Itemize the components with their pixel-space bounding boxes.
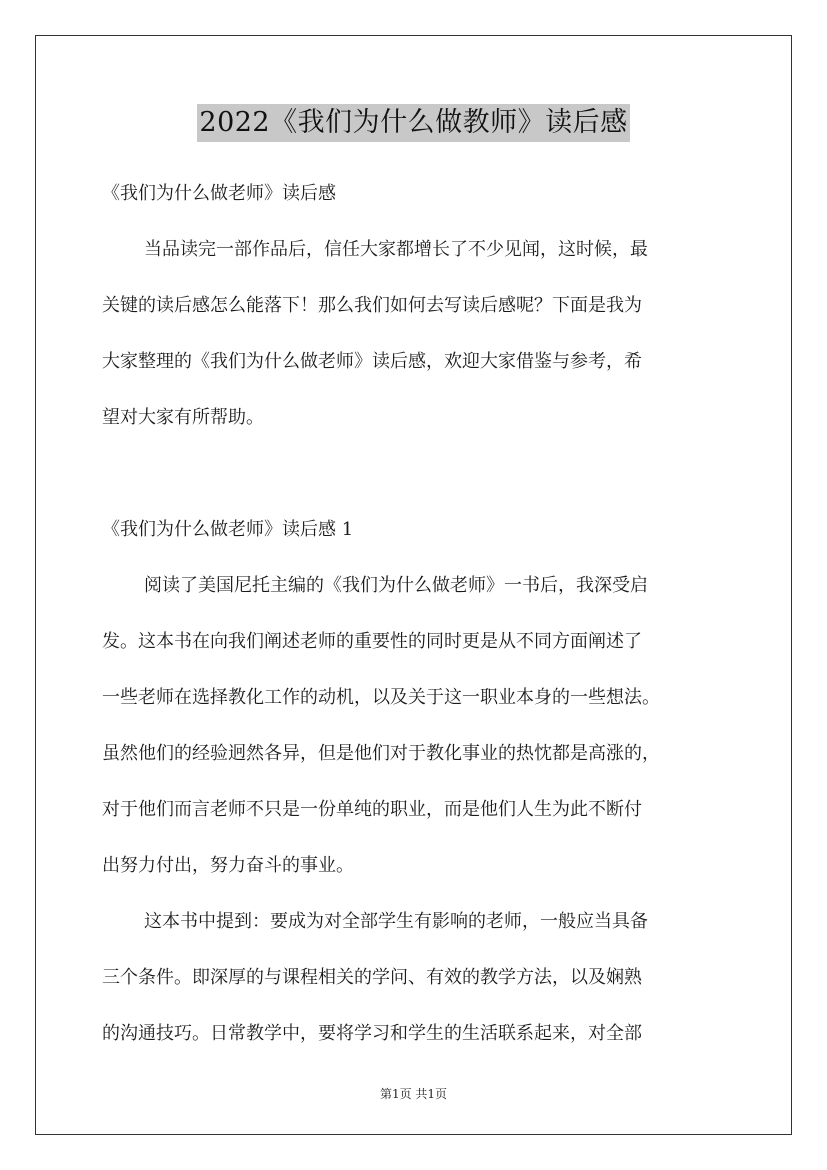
paragraph-line: 这本书中提到：要成为对全部学生有影响的老师，一般应当具备 bbox=[144, 911, 648, 932]
intro-line: 大家整理的《我们为什么做老师》读后感，欢迎大家借鉴与参考，希 bbox=[102, 351, 642, 372]
intro-line: 望对大家有所帮助。 bbox=[102, 407, 264, 428]
section-heading: 《我们为什么做老师》读后感 1 bbox=[102, 519, 354, 540]
blank-line bbox=[102, 446, 734, 502]
paragraph-line: 发。这本书在向我们阐述老师的重要性的同时更是从不同方面阐述了 bbox=[102, 631, 642, 652]
paragraph-line: 虽然他们的经验迥然各异，但是他们对于教化事业的热忱都是高涨的， bbox=[102, 743, 660, 764]
paragraph-line: 阅读了美国尼托主编的《我们为什么做老师》一书后，我深受启 bbox=[144, 575, 648, 596]
intro-line: 关键的读后感怎么能落下！那么我们如何去写读后感呢？下面是我为 bbox=[102, 295, 642, 316]
paragraph-line: 的沟通技巧。日常教学中，要将学习和学生的生活联系起来，对全部 bbox=[102, 1023, 642, 1044]
document-body bbox=[102, 166, 734, 1062]
paragraph-line: 三个条件。即深厚的与课程相关的学问、有效的教学方法，以及娴熟 bbox=[102, 967, 642, 988]
page-number: 第1页 共1页 bbox=[379, 1087, 448, 1101]
page-footer bbox=[0, 1085, 827, 1102]
paragraph-line: 一些老师在选择教化工作的动机，以及关于这一职业本身的一些想法。 bbox=[102, 687, 660, 708]
paragraph-line: 出努力付出，努力奋斗的事业。 bbox=[102, 855, 354, 876]
subtitle: 《我们为什么做老师》读后感 bbox=[102, 183, 336, 204]
intro-line: 当品读完一部作品后，信任大家都增长了不少见闻，这时候，最 bbox=[144, 239, 648, 260]
title-container bbox=[0, 104, 827, 142]
paragraph-line: 对于他们而言老师不只是一份单纯的职业，而是他们人生为此不断付 bbox=[102, 799, 642, 820]
document-title: 2022《我们为什么做教师》读后感 bbox=[197, 104, 629, 142]
